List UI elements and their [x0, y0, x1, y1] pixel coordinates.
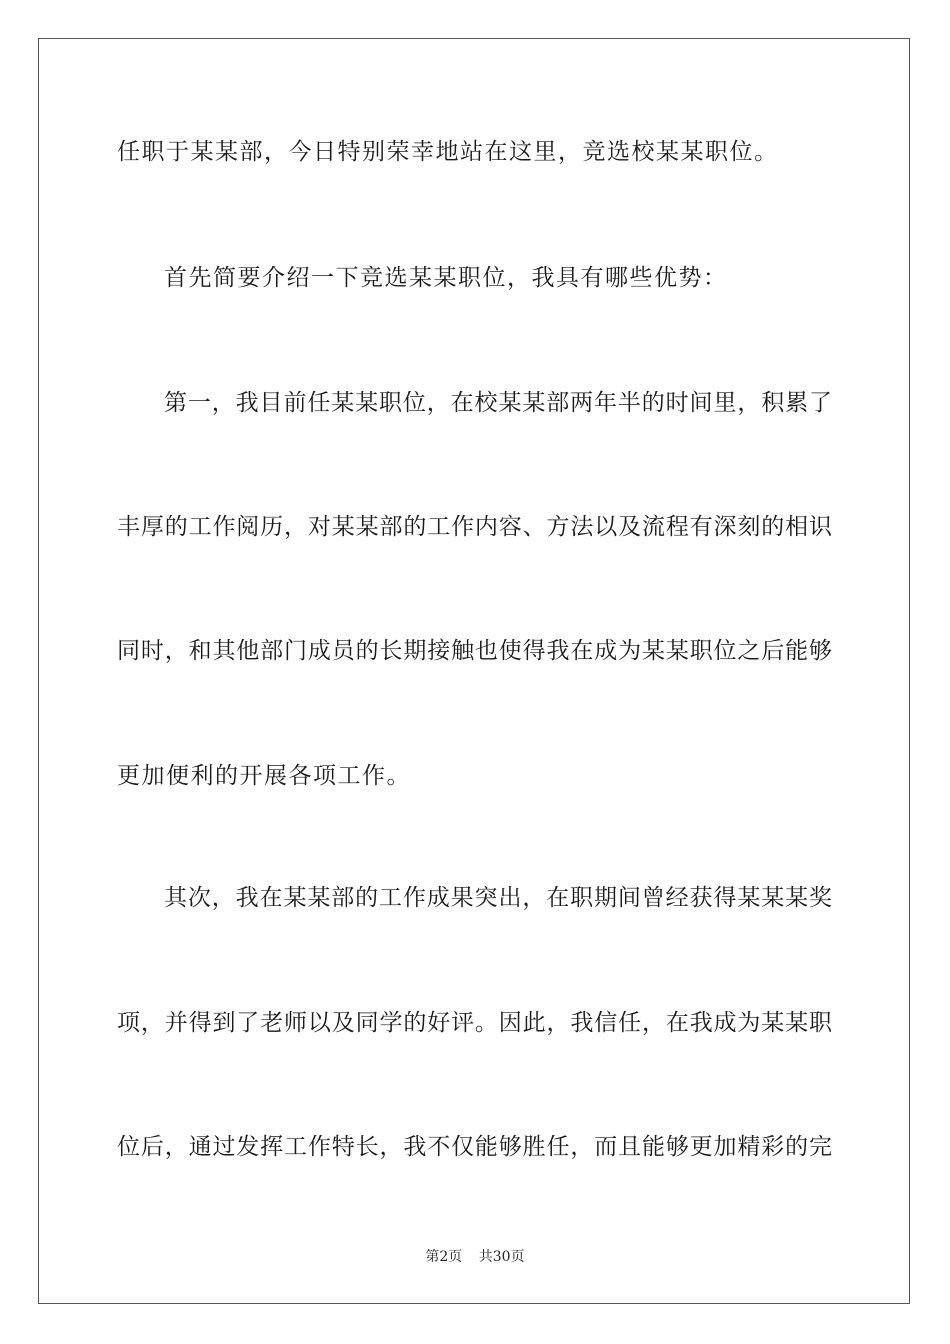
page-border [38, 38, 910, 1304]
page-number: 第2页 [425, 1249, 463, 1265]
text-line: 项，并得到了老师以及同学的好评。因此，我信任，在我成为某某职 [117, 1010, 832, 1036]
text-line: 任职于某某部，今日特别荣幸地站在这里，竞选校某某职位。 [117, 139, 779, 165]
page-total: 共30页 [478, 1249, 525, 1265]
text-line: 同时，和其他部门成员的长期接触也使得我在成为某某职位之后能够 [117, 638, 832, 664]
text-line: 首先简要介绍一下竞选某某职位，我具有哪些优势： [164, 265, 728, 291]
text-line: 其次，我在某某部的工作成果突出，在职期间曾经获得某某某奖 [164, 885, 832, 911]
text-line: 丰厚的工作阅历，对某某部的工作内容、方法以及流程有深刻的相识 [117, 514, 832, 540]
text-line: 更加便利的开展各项工作。 [117, 763, 411, 789]
page-footer [0, 1248, 950, 1266]
text-line: 位后，通过发挥工作特长，我不仅能够胜任，而且能够更加精彩的完 [117, 1134, 832, 1160]
text-line: 第一，我目前任某某职位，在校某某部两年半的时间里，积累了 [164, 390, 832, 416]
